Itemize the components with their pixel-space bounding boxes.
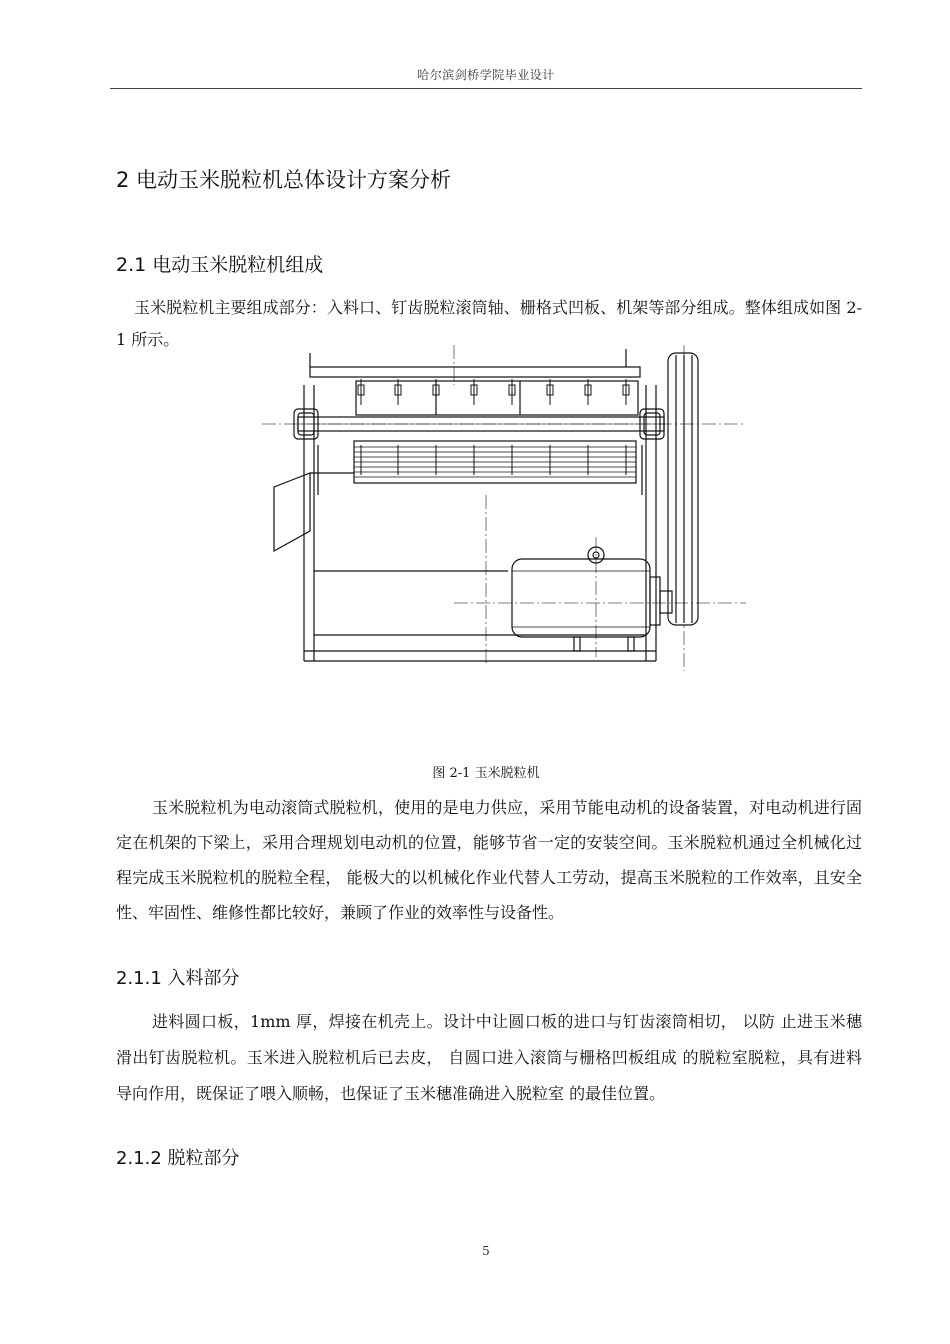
section-2-1-1-paragraph: 进料圆口板，1mm 厚，焊接在机壳上。设计中让圆口板的进口与钉齿滚筒相切， 以防 止进玉米穗滑出钉齿脱粒机。玉米进入脱粒机后已去皮， 自圆口进入滚筒与栅格凹板组成 的脱粒室脱粒，具有进料导向作用，既保证了喂入顺畅，也保证了玉米穗准确进入脱粒室 的最佳位置。 <box>116 1012 862 1103</box>
section-2-1-paragraph: 玉米脱粒机主要组成部分：入料口、钉齿脱粒滚筒轴、栅格式凹板、机架等部分组成。整体组成如图 2-1 所示。 <box>116 298 862 349</box>
section-2-1-2-heading: 2.1.2 脱粒部分 <box>116 1148 240 1169</box>
chapter-title: 2 电动玉米脱粒机总体设计方案分析 <box>116 168 452 192</box>
section-2-1-1-heading: 2.1.1 入料部分 <box>116 968 240 989</box>
page-number: 5 <box>482 1244 490 1258</box>
figure-2-1 <box>258 345 752 671</box>
section-2-1-heading: 2.1 电动玉米脱粒机组成 <box>116 254 324 276</box>
body-paragraph: 玉米脱粒机为电动滚筒式脱粒机，使用的是电力供应，采用节能电动机的设备装置，对电动机进行固定在机架的下梁上，采用合理规划电动机的位置，能够节省一定的安装空间。玉米脱粒机通过全机械化过程完成玉米脱粒机的脱粒全程， 能极大的以机械化作业代替人工劳动，提高玉米脱粒的工作效率，且安全性、牢固性、维修性都比较好，兼顾了作业的效率性与设备性。 <box>116 798 862 922</box>
corn-thresher-drawing-icon <box>258 345 752 671</box>
header-rule <box>110 88 862 89</box>
running-header: 哈尔滨剑桥学院毕业设计 <box>417 68 555 82</box>
figure-caption: 图 2-1 玉米脱粒机 <box>432 766 540 781</box>
